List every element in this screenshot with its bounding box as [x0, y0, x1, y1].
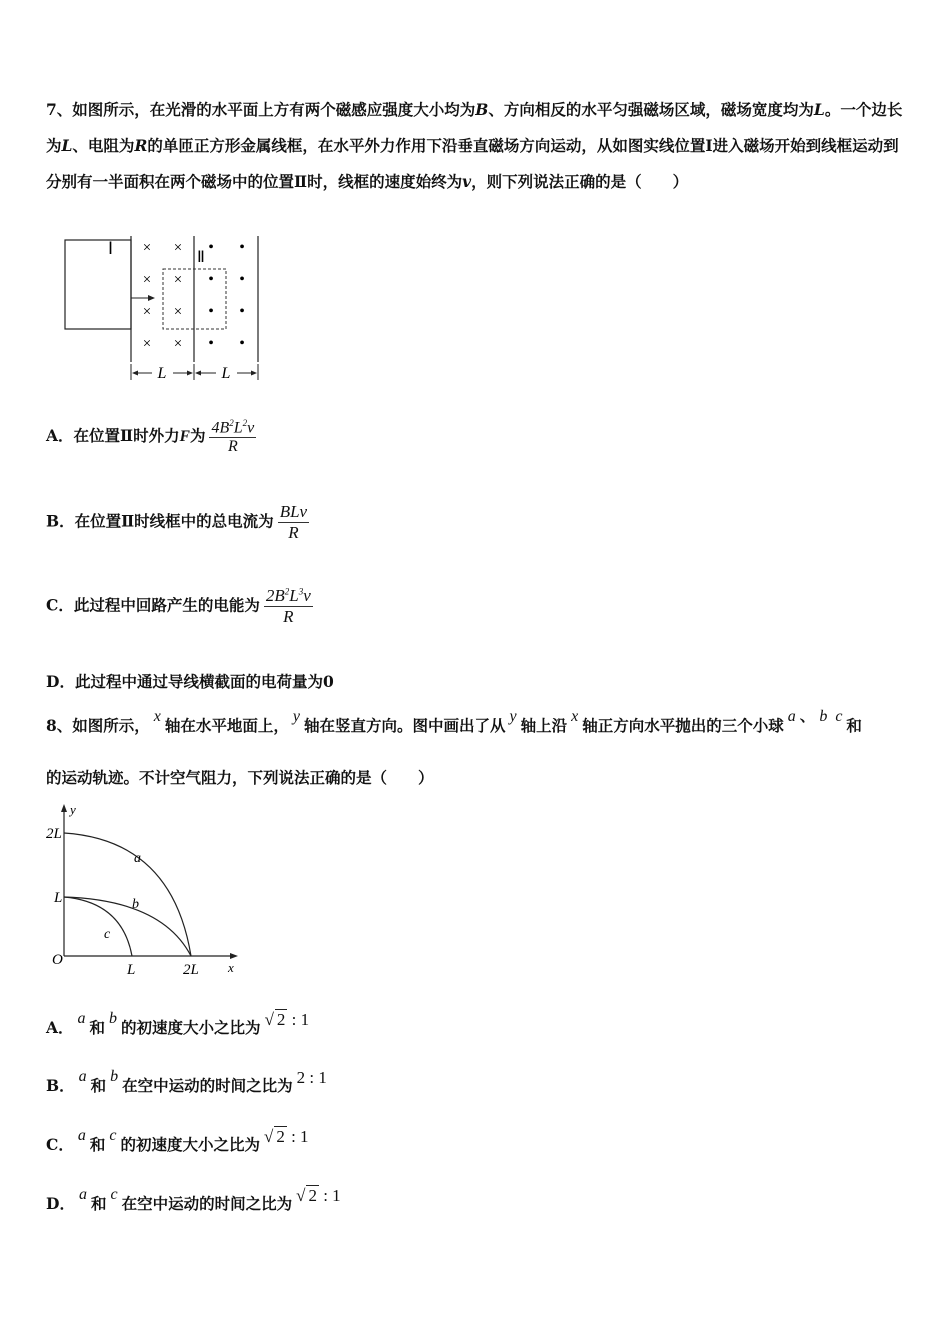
trajectory-b — [64, 897, 191, 956]
field-out-symbol: • — [208, 239, 214, 256]
option-7c[interactable]: C．此过程中回路产生的电能为 $\frac{2B^2L^3v}{R}$ — [46, 586, 311, 626]
label-position-2: Ⅱ — [197, 249, 205, 266]
option-7a[interactable]: A．在位置Ⅱ时外力F为 $\frac{4B^2L^2v}{R}$ — [46, 418, 255, 456]
field-into-symbol: × — [173, 240, 183, 256]
tick-L-x: L — [127, 962, 136, 978]
option-7b[interactable]: B．在位置Ⅱ时线框中的总电流为 $\frac{\text{BLv}}{R}$ — [46, 502, 308, 542]
option-7d[interactable]: D．此过程中通过导线横截面的电荷量为0 — [46, 672, 334, 691]
field-out-symbol: • — [239, 271, 245, 288]
tick-2L-y: 2L — [46, 826, 62, 842]
field-out-symbol: • — [208, 335, 214, 352]
origin-label: O — [52, 952, 63, 968]
x-axis-label: x — [228, 960, 234, 975]
tick-2L-x: 2L — [183, 962, 199, 978]
question-7-stem: 7、如图所示，在光滑的水平面上方有两个磁感应强度大小均为B、方向相反的水平匀强磁场区域，磁场宽度均为L。一个边长为L、电阻为R的单匝正方形金属线框，在水平外力作用下沿垂直磁场方向运动，从如图实线位置Ⅰ进入磁场开始到线框运动到分别有一半面积在两个磁场中的位置Ⅱ时，线框的速度始终为v，则下列说法正确的是（ ） — [46, 100, 903, 191]
tick-L-y: L — [54, 890, 63, 906]
ratio-8a: √ 2 : 1 — [264, 1010, 310, 1029]
field-into-symbol: × — [173, 304, 183, 320]
trajectory-a — [64, 833, 191, 956]
field-out-symbol: • — [239, 303, 245, 320]
magnetic-field-figure — [58, 232, 268, 384]
curve-c-label: c — [104, 927, 111, 942]
option-8d[interactable]: D． a 和 c 在空中运动的时间之比为 √ 2 : 1 — [46, 1186, 341, 1213]
frame-position-1 — [65, 240, 131, 329]
fraction-7a: $\frac{4B^2L^2v}{R}$ — [211, 418, 255, 456]
field-out-symbol: • — [208, 303, 214, 320]
option-8b[interactable]: B． a 和 b 在空中运动的时间之比为 2 : 1 — [46, 1068, 327, 1095]
field-into-symbol: × — [142, 272, 152, 288]
question-8-stem-line2: 的运动轨迹。不计空气阻力，下列说法正确的是（ ） — [46, 768, 434, 787]
velocity-arrowhead — [148, 295, 155, 301]
label-position-1: Ⅰ — [108, 239, 114, 258]
y-axis-label: y — [70, 802, 76, 817]
curve-a-label: a — [134, 851, 141, 866]
fraction-7c: $\frac{2B^2L^3v}{R}$ — [265, 586, 311, 626]
trajectory-c — [64, 897, 132, 956]
option-8a[interactable]: A． a 和 b 的初速度大小之比为 √ 2 : 1 — [46, 1010, 310, 1037]
ratio-8b: 2 : 1 — [296, 1068, 327, 1087]
field-into-symbol: × — [142, 304, 152, 320]
field-into-symbol: × — [173, 272, 183, 288]
projectile-figure — [44, 800, 244, 980]
width-label-1: L — [157, 365, 167, 382]
field-out-symbol: • — [239, 335, 245, 352]
field-into-symbol: × — [173, 336, 183, 352]
ratio-8c: √ 2 : 1 — [263, 1127, 309, 1146]
field-into-symbol: × — [142, 240, 152, 256]
curve-b-label: b — [132, 897, 139, 912]
field-into-symbol: × — [142, 336, 152, 352]
ratio-8d: √ 2 : 1 — [296, 1186, 341, 1205]
field-out-symbol: • — [239, 239, 245, 256]
fraction-7b: $\frac{\text{BLv}}{R}$ — [279, 502, 308, 542]
field-out-symbol: • — [208, 271, 214, 288]
width-label-2: L — [221, 365, 231, 382]
option-8c[interactable]: C． a 和 c 的初速度大小之比为 √ 2 : 1 — [46, 1127, 309, 1154]
question-8-stem-line1: 8、如图所示， x 轴在水平地面上， y 轴在竖直方向。图中画出了从 y 轴上沿 x 轴正方向水平抛出的三个小球 a 、 b c 和 — [46, 706, 862, 735]
